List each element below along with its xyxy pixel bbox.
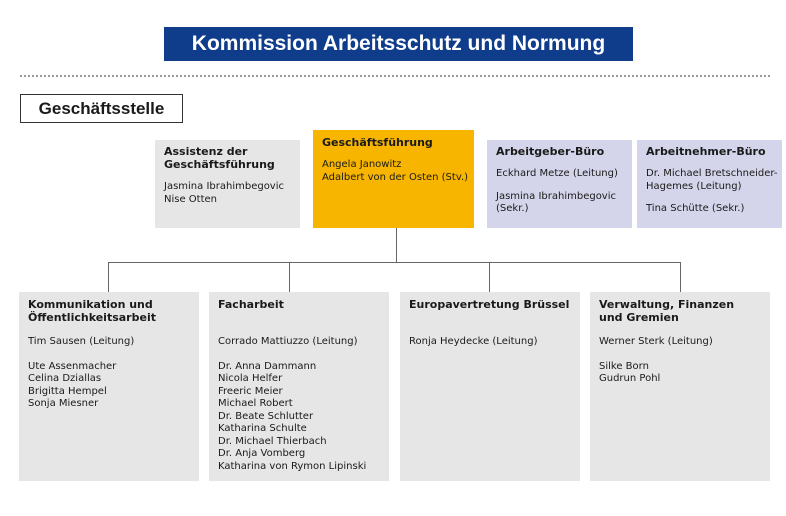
person-name: Silke Born — [599, 360, 649, 372]
person-name: Celina Dziallas — [28, 373, 102, 384]
box-arbeitgeber-buero — [487, 140, 632, 228]
person-name: Tina Schütte (Sekr.) — [646, 203, 745, 214]
person-name: Nicola Helfer — [218, 373, 283, 384]
person-lead: Tim Sausen (Leitung) — [28, 336, 135, 347]
person-lead: Werner Sterk (Leitung) — [599, 336, 713, 347]
box-assistenz — [155, 140, 300, 228]
person-lead: Dr. Michael Bretschneider- — [646, 168, 778, 179]
person-name: Brigitta Hempel — [28, 385, 107, 397]
title-line: Geschäftsführung — [164, 158, 275, 171]
title-line: Kommunikation und — [28, 298, 153, 311]
connector-vertical-main — [396, 228, 397, 263]
box-geschaeftsfuehrung — [313, 130, 474, 228]
person-lead: Ronja Heydecke (Leitung) — [409, 336, 538, 347]
title-line: Öffentlichkeitsarbeit — [28, 311, 156, 324]
title-line: Verwaltung, Finanzen — [599, 298, 735, 311]
connector-drop-kommunikation — [108, 262, 109, 292]
box-title — [164, 145, 291, 171]
box-title: Facharbeit — [218, 298, 284, 311]
person-name: Jasmina Ibrahimbegovic — [164, 181, 285, 192]
person-name: Adalbert von der Osten (Stv.) — [322, 171, 469, 183]
title-line: und Gremien — [599, 311, 679, 324]
person-name: Freeric Meier — [218, 385, 283, 397]
box-verwaltung — [590, 292, 770, 481]
person-name: Sonja Miesner — [28, 398, 99, 409]
box-title: Geschäftsführung — [322, 136, 433, 149]
person-name: Dr. Michael Thierbach — [218, 435, 327, 447]
person-name: Michael Robert — [218, 398, 293, 409]
dashed-separator — [20, 75, 770, 77]
person-name: Ute Assenmacher — [28, 360, 117, 372]
person-lead: Eckhard Metze (Leitung) — [496, 168, 618, 179]
box-title — [599, 298, 761, 324]
box-kommunikation — [19, 292, 199, 481]
person-name: Angela Janowitz — [322, 159, 402, 170]
box-europavertretung — [400, 292, 580, 481]
box-title: Europavertretung Brüssel — [409, 298, 570, 311]
box-title — [28, 298, 190, 324]
section-heading: Geschäftsstelle — [20, 94, 183, 123]
box-title: Arbeitgeber-Büro — [496, 145, 605, 158]
title-line: Assistenz der — [164, 145, 248, 158]
box-facharbeit — [209, 292, 389, 481]
person-lead: Corrado Mattiuzzo (Leitung) — [218, 336, 358, 347]
person-name: Katharina von Rymon Lipinski — [218, 460, 367, 472]
person-name: Katharina Schulte — [218, 423, 307, 434]
person-name: Dr. Anja Vomberg — [218, 448, 306, 459]
connector-drop-europa — [489, 262, 490, 292]
connector-drop-facharbeit — [289, 262, 290, 292]
person-name: Jasmina Ibrahimbegovic — [496, 190, 617, 202]
person-name: Nise Otten — [164, 193, 218, 205]
person-name: Dr. Anna Dammann — [218, 360, 317, 372]
connector-drop-verwaltung — [680, 262, 681, 292]
person-lead: Hagemes (Leitung) — [646, 180, 742, 192]
box-title: Arbeitnehmer-Büro — [646, 145, 766, 158]
box-arbeitnehmer-buero — [637, 140, 782, 228]
person-name: (Sekr.) — [496, 203, 529, 214]
person-name: Dr. Beate Schlutter — [218, 410, 314, 422]
connector-horizontal — [108, 262, 681, 263]
person-name: Gudrun Pohl — [599, 373, 661, 384]
org-title: Kommission Arbeitsschutz und Normung — [164, 27, 633, 61]
